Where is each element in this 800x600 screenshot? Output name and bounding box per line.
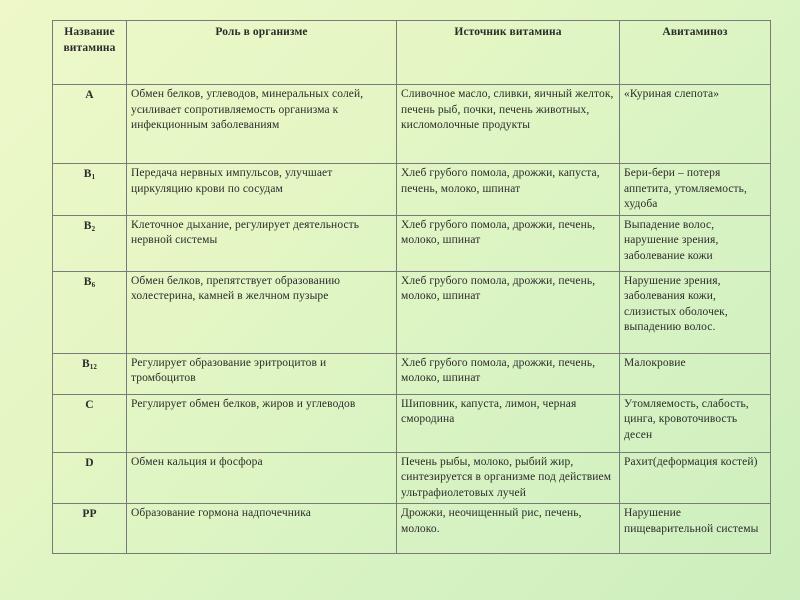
role-cell: Обмен белков, препятствует образованию холестерина, камней в желчном пузыре (127, 271, 397, 353)
vitamin-table-container (52, 20, 770, 550)
vitamin-name-cell (53, 452, 127, 504)
role-cell: Регулирует образование эритроцитов и тромбоцитов (127, 353, 397, 394)
vitamin-name: PP (82, 508, 97, 521)
table-row (53, 452, 771, 504)
deficiency-cell: Нарушение пищеварительной системы (620, 504, 771, 554)
table-row (53, 271, 771, 353)
vitamin-subscript: 6 (91, 280, 96, 289)
header-deficiency: Авитаминоз (620, 21, 771, 85)
source-cell: Дрожжи, неочищенный рис, печень, молоко. (397, 504, 620, 554)
header-row (53, 21, 771, 85)
table-row (53, 164, 771, 216)
role-cell: Клеточное дыхание, регулирует деятельность нервной системы (127, 215, 397, 271)
vitamin-name: C (85, 398, 94, 411)
deficiency-cell: Утомляемость, слабость, цинга, кровоточивость десен (620, 394, 771, 452)
source-cell: Шиповник, капуста, лимон, черная смородина (397, 394, 620, 452)
source-cell: Хлеб грубого помола, дрожжи, печень, молоко, шпинат (397, 215, 620, 271)
table-row (53, 215, 771, 271)
vitamin-name: B (82, 357, 90, 370)
source-cell: Печень рыбы, молоко, рыбий жир, синтезируется в организме под действием ультрафиолетовых лучей (397, 452, 620, 504)
vitamin-name-cell (53, 85, 127, 164)
vitamin-subscript: 2 (91, 224, 96, 233)
vitamin-subscript: 12 (89, 362, 97, 371)
vitamin-name-cell (53, 164, 127, 216)
vitamin-name: B (83, 275, 92, 288)
deficiency-cell: «Куриная слепота» (620, 85, 771, 164)
header-vitamin-name: Название витамина (53, 21, 127, 85)
source-cell: Хлеб грубого помола, дрожжи, печень, молоко, шпинат (397, 271, 620, 353)
source-cell: Хлеб грубого помола, дрожжи, капуста, печень, молоко, шпинат (397, 164, 620, 216)
deficiency-cell: Малокровие (620, 353, 771, 394)
role-cell: Обмен кальция и фосфора (127, 452, 397, 504)
vitamin-subscript: 1 (91, 173, 96, 181)
vitamin-name: A (85, 89, 94, 101)
header-source: Источник витамина (397, 21, 620, 85)
vitamin-name: B (83, 168, 92, 180)
vitamin-name-cell (53, 215, 127, 271)
table-row (53, 85, 771, 164)
role-cell: Регулирует обмен белков, жиров и углеводов (127, 394, 397, 452)
vitamin-name-cell (53, 353, 127, 394)
source-cell: Хлеб грубого помола, дрожжи, печень, молоко, шпинат (397, 353, 620, 394)
vitamin-name-cell (53, 271, 127, 353)
deficiency-cell: Бери-бери – потеря аппетита, утомляемость, худоба (620, 164, 771, 216)
table-row (53, 353, 771, 394)
header-role: Роль в организме (127, 21, 397, 85)
role-cell: Передача нервных импульсов, улучшает циркуляцию крови по сосудам (127, 164, 397, 216)
role-cell: Обмен белков, углеводов, минеральных солей, усиливает сопротивляемость организма к инфекционным заболеваниям (127, 85, 397, 164)
table-row (53, 394, 771, 452)
source-cell: Сливочное масло, сливки, яичный желток, печень рыб, почки, печень животных, кисломолочные продукты (397, 85, 620, 164)
vitamin-table (52, 20, 771, 554)
role-cell: Образование гормона надпочечника (127, 504, 397, 554)
vitamin-name-cell (53, 394, 127, 452)
deficiency-cell: Рахит(деформация костей) (620, 452, 771, 504)
deficiency-cell: Нарушение зрения, заболевания кожи, слизистых оболочек, выпадению волос. (620, 271, 771, 353)
vitamin-name-cell (53, 504, 127, 554)
table-row (53, 504, 771, 554)
deficiency-cell: Выпадение волос, нарушение зрения, заболевание кожи (620, 215, 771, 271)
vitamin-name: B (83, 219, 92, 232)
vitamin-name: D (85, 456, 94, 469)
